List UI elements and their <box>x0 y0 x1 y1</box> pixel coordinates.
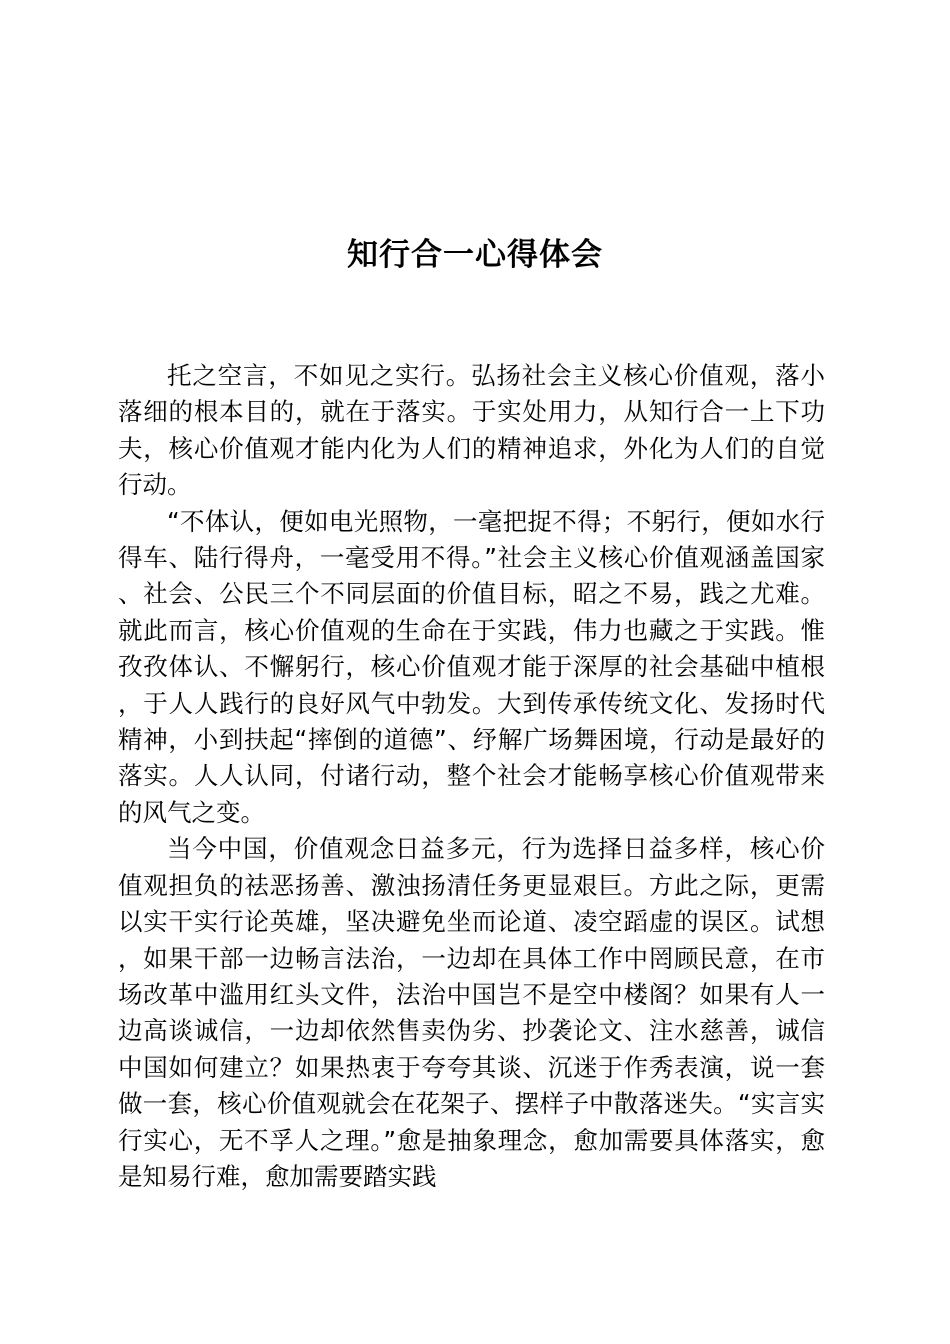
paragraph-3: 当今中国，价值观念日益多元，行为选择日益多样，核心价值观担负的祛恶扬善、激浊扬清任务更显艰巨。方此之际，更需以实干实行论英雄，坚决避免坐而论道、凌空蹈虚的误区。试想，如果干部一边畅言法治，一边却在具体工作中罔顾民意，在市场改革中滥用红头文件，法治中国岂不是空中楼阁？如果有人一边高谈诚信，一边却依然售卖伪劣、抄袭论文、注水慈善，诚信中国如何建立？如果热衷于夸夸其谈、沉迷于作秀表演，说一套做一套，核心价值观就会在花架子、摆样子中散落迷失。“实言实行实心，无不孚人之理。”愈是抽象理念，愈加需要具体落实，愈是知易行难，愈加需要踏实践 <box>118 834 825 1191</box>
paragraph-1: 托之空言，不如见之实行。弘扬社会主义核心价值观，落小落细的根本目的，就在于落实。于实处用力，从知行合一上下功夫，核心价值观才能内化为人们的精神追求，外化为人们的自觉行动。 <box>118 361 825 500</box>
document-body <box>118 358 825 1195</box>
document-title: 知行合一心得体会 <box>347 236 603 273</box>
paragraph-2: “不体认，便如电光照物，一毫把捉不得；不躬行，便如水行得车、陆行得舟，一毫受用不得。”社会主义核心价值观涵盖国家、社会、公民三个不同层面的价值目标，昭之不易，践之尤难。就此而言，核心价值观的生命在于实践，伟力也藏之于实践。惟孜孜体认、不懈躬行，核心价值观才能于深厚的社会基础中植根，于人人践行的良好风气中勃发。大到传承传统文化、发扬时代精神，小到扶起“摔倒的道德”、纾解广场舞困境，行动是最好的落实。人人认同，付诸行动，整个社会才能畅享核心价值观带来的风气之变。 <box>118 506 825 827</box>
